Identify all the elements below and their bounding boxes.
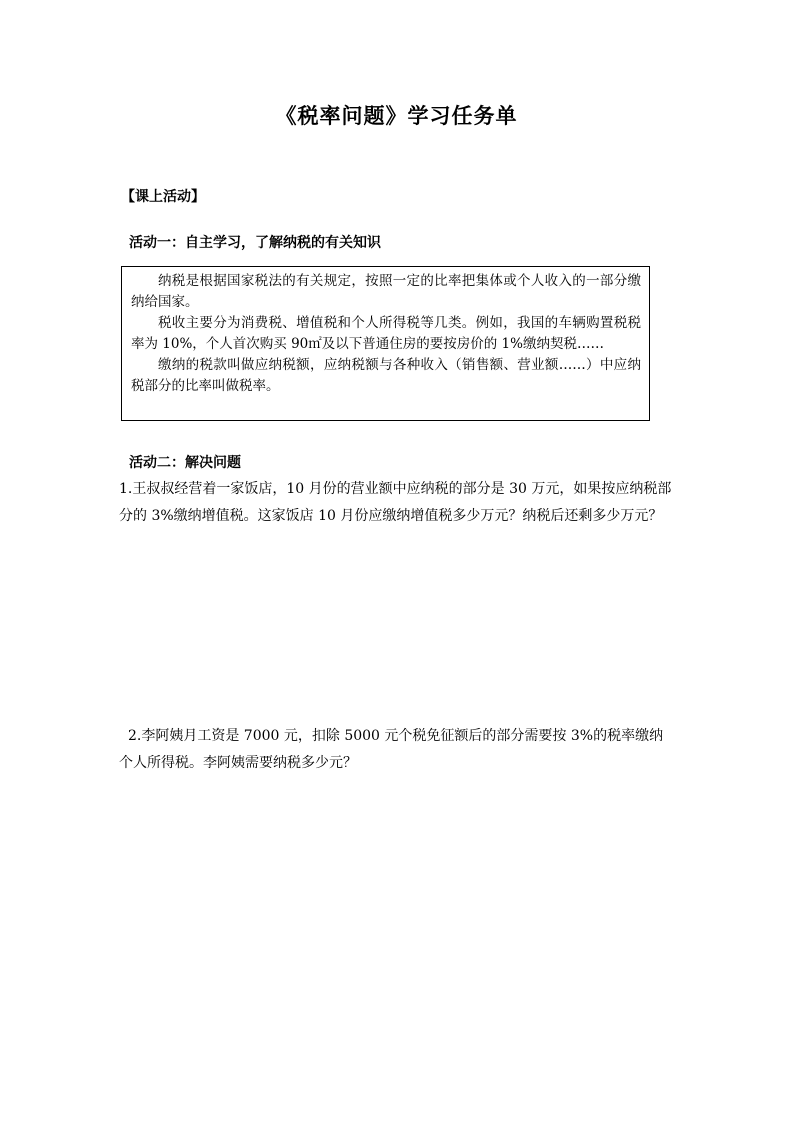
problem-2-text: 2.李阿姨月工资是 7000 元，扣除 5000 元个税免征额后的部分需要按 3%的税率缴纳个人所得税。李阿姨需要纳税多少元？ (119, 728, 664, 771)
problem-1-text: 1.王叔叔经营着一家饭店，10 月份的营业额中应纳税的部分是 30 万元，如果按应纳税部分的 3%缴纳增值税。这家饭店 10 月份应缴纳增值税多少万元？纳税后还剩多少万元？ (119, 481, 672, 524)
info-paragraph-1: 纳税是根据国家税法的有关规定，按照一定的比率把集体或个人收入的一部分缴纳给国家。 (131, 273, 641, 310)
page-title: 《税率问题》学习任务单 (275, 104, 518, 128)
section-heading: 【课上活动】 (121, 189, 205, 205)
info-paragraph-2: 税收主要分为消费税、增值税和个人所得税等几类。例如，我国的车辆购置税税率为 10%，个人首次购买 90㎡及以下普通住房的要按房价的 1%缴纳契税…… (131, 315, 641, 352)
info-paragraph-3: 缴纳的税款叫做应纳税额，应纳税额与各种收入（销售额、营业额……）中应纳税部分的比率叫做税率。 (131, 357, 641, 394)
activity2-heading: 活动二：解决问题 (129, 455, 241, 471)
tax-knowledge-box (121, 266, 650, 421)
activity1-heading: 活动一：自主学习，了解纳税的有关知识 (129, 235, 381, 251)
